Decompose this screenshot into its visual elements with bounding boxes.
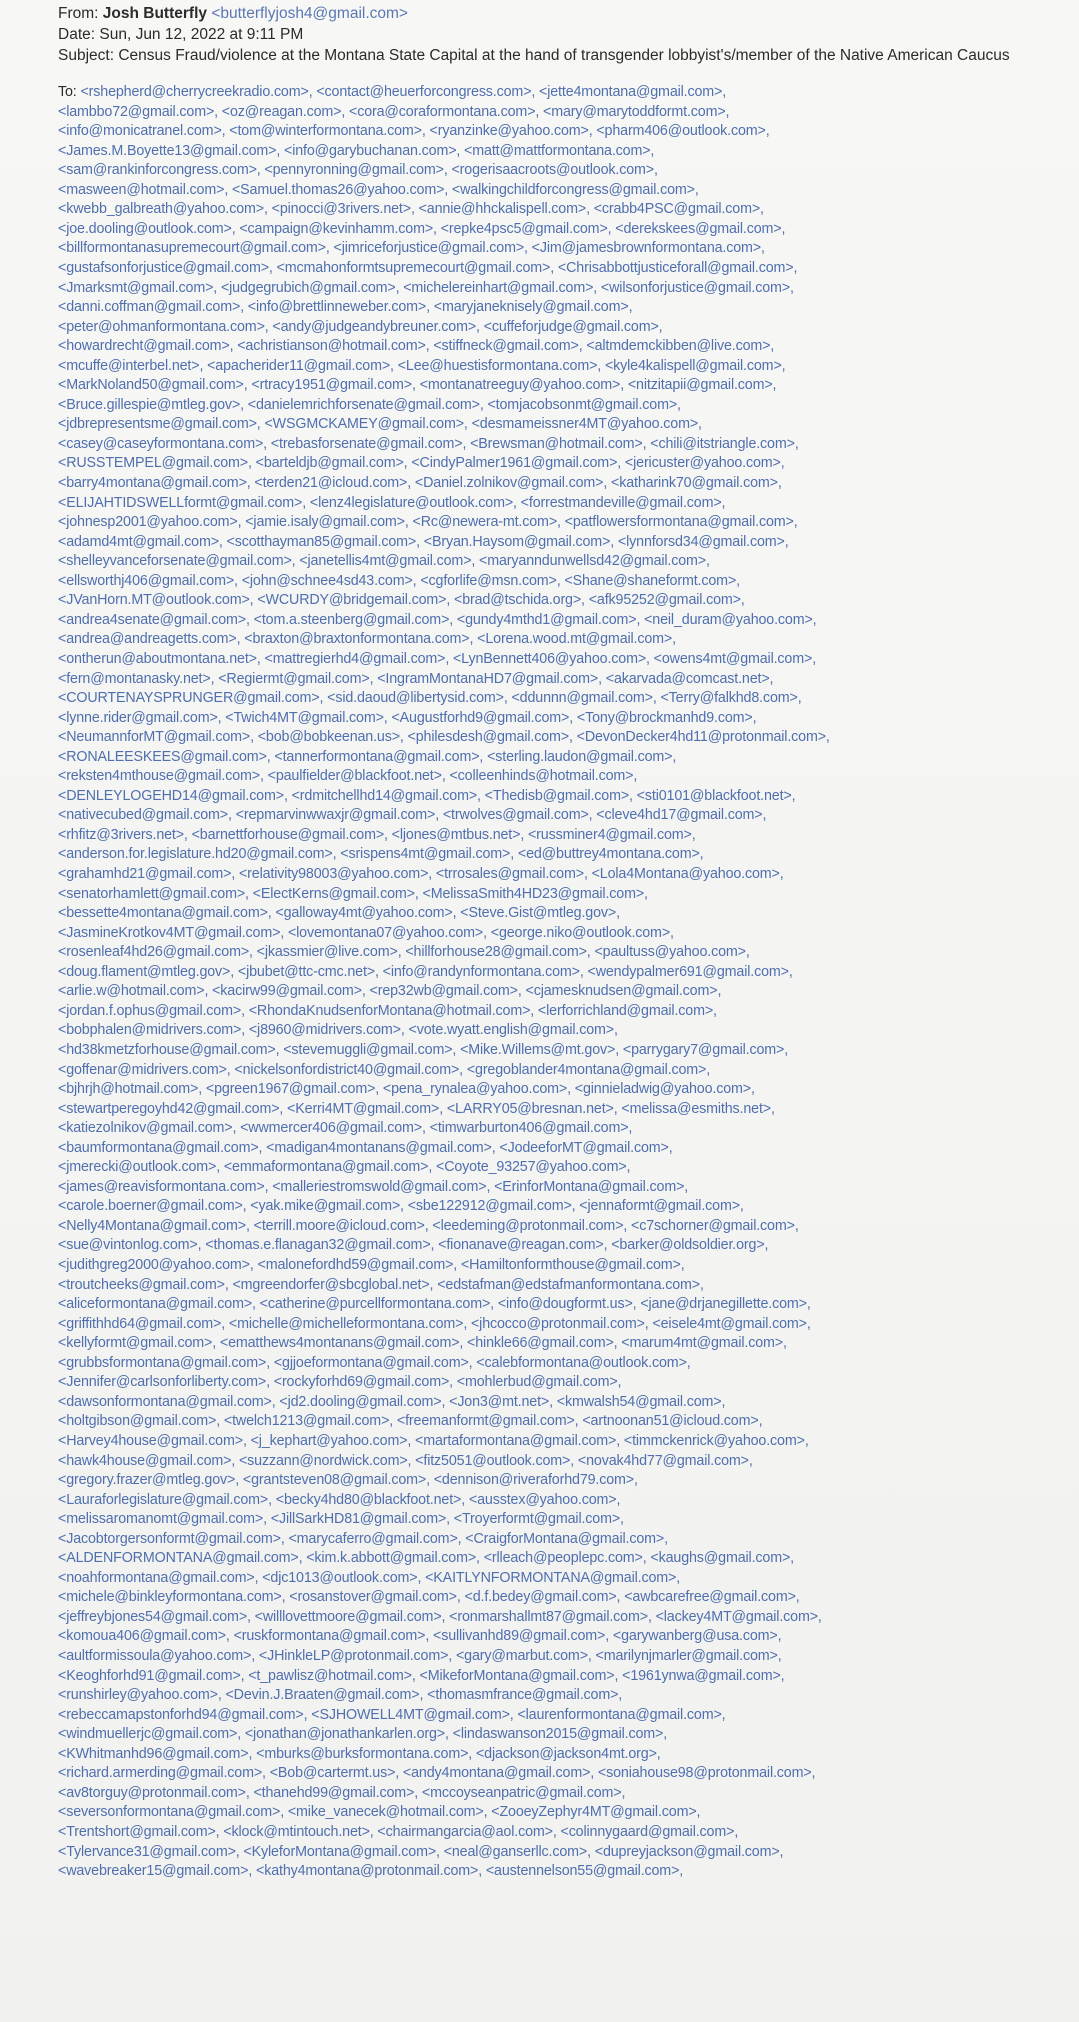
recipient-emails[interactable]: <Tylervance31@gmail.com>, <KyleforMontana@gmail.com>, <neal@ganserllc.com>, <dupreyjackson@gmail.com>,	[58, 1843, 784, 1860]
recipient-line[interactable]	[58, 358, 1073, 374]
recipient-emails[interactable]: <judithgreg2000@yahoo.com>, <malonefordhd59@gmail.com>, <Hamiltonformthouse@gmail.com>,	[58, 1257, 685, 1273]
recipient-line[interactable]	[58, 1472, 1073, 1488]
recipient-line[interactable]	[58, 1257, 1073, 1273]
recipient-line[interactable]	[58, 1159, 1073, 1175]
recipient-emails[interactable]: <shelleyvanceforsenate@gmail.com>, <janetellis4mt@gmail.com>, <maryanndunwellsd42@gmail.com>,	[58, 553, 710, 570]
recipient-emails[interactable]: <ELIJAHTIDSWELLformt@gmail.com>, <lenz4legislature@outlook.com>, <forrestmandeville@gmail.com>,	[58, 494, 726, 511]
recipient-emails[interactable]: <katiezolnikov@gmail.com>, <wwmercer406@gmail.com>, <timwarburton406@gmail.com>,	[58, 1120, 633, 1137]
recipient-emails[interactable]: <ellsworthj406@gmail.com>, <john@schnee4sd43.com>, <cgforlife@msn.com>, <Shane@shaneformt.com>,	[58, 572, 740, 589]
recipient-line[interactable]	[58, 1511, 1073, 1527]
recipient-emails[interactable]: <peter@ohmanformontana.com>, <andy@judgeandybreuner.com>, <cuffeforjudge@gmail.com>,	[58, 318, 663, 335]
recipient-line[interactable]	[58, 1531, 1073, 1547]
recipient-line[interactable]	[58, 1433, 1073, 1449]
recipient-line[interactable]	[58, 1198, 1073, 1214]
recipient-emails[interactable]: <Trentshort@gmail.com>, <klock@mtintouch.net>, <chairmangarcia@aol.com>, <colinnygaard@gmail.com>,	[58, 1823, 739, 1840]
recipient-line[interactable]	[58, 1081, 1073, 1097]
recipient-line[interactable]	[58, 1550, 1073, 1566]
recipient-emails[interactable]: <Jmarksmt@gmail.com>, <judgegrubich@gmail.com>, <michelereinhart@gmail.com>, <wilsonforjustice@gmail.com>,	[58, 279, 794, 296]
recipient-emails[interactable]: <hawk4house@gmail.com>, <suzzann@nordwick.com>, <fitz5051@outlook.com>, <novak4hd77@gmail.com>,	[58, 1452, 753, 1469]
recipient-line[interactable]	[58, 1355, 1073, 1371]
recipient-emails[interactable]: <Harvey4house@gmail.com>, <j_kephart@yahoo.com>, <martaformontana@gmail.com>, <timmckenrick@yahoo.com>,	[58, 1432, 809, 1449]
recipient-line[interactable]	[58, 788, 1073, 804]
sender-email[interactable]: <butterflyjosh4@gmail.com>	[211, 5, 408, 22]
recipient-line[interactable]	[58, 1589, 1073, 1605]
recipient-line[interactable]	[58, 690, 1073, 706]
recipient-emails[interactable]: <aultformissoula@yahoo.com>, <JHinkleLP@protonmail.com>, <gary@marbut.com>, <marilynjmarler@gmail.com>,	[58, 1648, 782, 1664]
recipient-line[interactable]	[58, 964, 1073, 980]
recipient-emails[interactable]: <johnesp2001@yahoo.com>, <jamie.isaly@gmail.com>, <Rc@newera-mt.com>, <patflowersformontana@gmail.com>,	[58, 514, 798, 531]
recipient-line[interactable]	[58, 1707, 1073, 1723]
recipient-line[interactable]	[58, 455, 1073, 471]
recipient-emails[interactable]: <Bruce.gillespie@mtleg.gov>, <danielemrichforsenate@gmail.com>, <tomjacobsonmt@gmail.com>,	[58, 396, 681, 413]
recipient-line[interactable]	[58, 182, 1073, 198]
subject-line	[58, 47, 1063, 64]
to-label: To:	[58, 84, 81, 100]
recipient-line[interactable]	[58, 1296, 1073, 1312]
recipient-emails[interactable]: <windmuellerjc@gmail.com>, <jonathan@jonathankarlen.org>, <lindaswanson2015@gmail.com>,	[58, 1726, 668, 1743]
recipient-line[interactable]	[58, 221, 1073, 237]
recipient-line[interactable]	[58, 1609, 1073, 1625]
recipient-emails[interactable]: <barry4montana@gmail.com>, <terden21@icloud.com>, <Daniel.zolnikov@gmail.com>, <katharink70@gmail.com>,	[58, 475, 782, 491]
recipient-emails[interactable]: <troutcheeks@gmail.com>, <mgreendorfer@sbcglobal.net>, <edstafman@edstafmanformontana.com>,	[58, 1276, 704, 1293]
recipient-line[interactable]	[58, 1218, 1073, 1234]
recipient-emails[interactable]: <ALDENFORMONTANA@gmail.com>, <kim.k.abbott@gmail.com>, <rlleach@peoplepc.com>, <kaughs@gmail.com>,	[58, 1550, 794, 1567]
recipient-emails[interactable]: <rhfitz@3rivers.net>, <barnettforhouse@gmail.com>, <ljones@mtbus.net>, <russminer4@gmail.com>,	[58, 826, 696, 843]
recipient-emails[interactable]: <baumformontana@gmail.com>, <madigan4montanans@gmail.com>, <JodeeforMT@gmail.com>,	[58, 1139, 673, 1156]
recipient-line[interactable]	[58, 866, 1073, 882]
recipient-line[interactable]	[58, 729, 1073, 745]
recipient-emails[interactable]: <jdbrepresentsme@gmail.com>, <WSGMCKAMEY@gmail.com>, <desmameissner4MT@yahoo.com>,	[58, 416, 702, 433]
recipient-line[interactable]	[58, 1374, 1073, 1390]
recipient-emails[interactable]: <DENLEYLOGEHD14@gmail.com>, <rdmitchellhd14@gmail.com>, <Thedisb@gmail.com>, <sti0101@blackfoot.net>,	[58, 787, 796, 804]
recipient-line[interactable]	[58, 338, 1073, 354]
recipient-line[interactable]	[58, 1765, 1073, 1781]
recipient-emails[interactable]: <komoua406@gmail.com>, <ruskformontana@gmail.com>, <sullivanhd89@gmail.com>, <garywanberg@usa.com>,	[58, 1628, 782, 1645]
recipient-emails[interactable]: <andrea@andreagetts.com>, <braxton@braxtonformontana.com>, <Lorena.wood.mt@gmail.com>,	[58, 631, 676, 648]
recipient-line[interactable]	[58, 807, 1073, 823]
recipient-line[interactable]	[58, 1648, 1073, 1664]
recipient-line[interactable]	[58, 1668, 1073, 1684]
recipient-emails[interactable]: <gregory.frazer@mtleg.gov>, <grantsteven08@gmail.com>, <dennison@riveraforhd79.com>,	[58, 1472, 638, 1489]
date-line	[58, 26, 1058, 43]
recipient-emails[interactable]: <grubbsformontana@gmail.com>, <gjjoeformontana@gmail.com>, <calebformontana@outlook.com>,	[58, 1354, 691, 1371]
recipient-line[interactable]	[58, 143, 1073, 159]
recipient-emails[interactable]: <seversonformontana@gmail.com>, <mike_vanecek@hotmail.com>, <ZooeyZephyr4MT@gmail.com>,	[58, 1804, 701, 1821]
from-line	[58, 5, 1058, 22]
recipient-emails[interactable]: <rebeccamapstonforhd94@gmail.com>, <SJHOWELL4MT@gmail.com>, <laurenformontana@gmail.com>,	[58, 1706, 726, 1723]
recipient-line[interactable]	[58, 710, 1073, 726]
recipient-emails[interactable]: <gustafsonforjustice@gmail.com>, <mcmahonformtsupremecourt@gmail.com>, <Chrisabbottjusticeforall@gmail.com>,	[58, 259, 798, 276]
recipient-emails[interactable]: <reksten4mthouse@gmail.com>, <paulfielder@blackfoot.net>, <colleenhinds@hotmail.com>,	[58, 768, 638, 785]
recipient-emails[interactable]: <masween@hotmail.com>, <Samuel.thomas26@yahoo.com>, <walkingchildforcongress@gmail.com>,	[58, 181, 699, 198]
recipient-emails[interactable]: <goffenar@midrivers.com>, <nickelsonfordistrict40@gmail.com>, <gregoblander4montana@gmail.com>,	[58, 1061, 711, 1078]
from-label: From:	[58, 5, 99, 22]
recipient-line[interactable]	[58, 1824, 1073, 1840]
recipient-line[interactable]	[58, 944, 1073, 960]
recipient-emails[interactable]: <jeffreybjones54@gmail.com>, <willlovettmoore@gmail.com>, <ronmarshallmt87@gmail.com>, <lackey4MT@gmail.com>,	[58, 1608, 822, 1625]
recipient-line[interactable]	[58, 671, 1073, 687]
recipient-emails[interactable]: <av8torguy@protonmail.com>, <thanehd99@gmail.com>, <mccoyseanpatric@gmail.com>,	[58, 1784, 626, 1801]
recipient-line[interactable]	[58, 534, 1073, 550]
recipient-line[interactable]	[58, 475, 1073, 491]
recipient-line[interactable]	[58, 514, 1073, 530]
recipient-line[interactable]	[58, 612, 1073, 628]
recipient-emails[interactable]: <grahamhd21@gmail.com>, <relativity98003@yahoo.com>, <trrosales@gmail.com>, <Lola4Montana@yahoo.com>,	[58, 866, 784, 882]
recipient-emails[interactable]: <bobphalen@midrivers.com>, <j8960@midrivers.com>, <vote.wyatt.english@gmail.com>,	[58, 1022, 618, 1039]
recipient-emails[interactable]: <billformontanasupremecourt@gmail.com>, <jimriceforjustice@gmail.com>, <Jim@jamesbrownformontana.com>,	[58, 240, 765, 257]
recipient-line[interactable]	[58, 1785, 1073, 1801]
recipient-line[interactable]	[58, 1237, 1073, 1253]
recipient-emails[interactable]: <james@reavisformontana.com>, <malleriestromswold@gmail.com>, <ErinforMontana@gmail.com>,	[58, 1178, 689, 1195]
recipient-line[interactable]	[58, 1277, 1073, 1293]
recipient-emails[interactable]: <MarkNoland50@gmail.com>, <rtracy1951@gmail.com>, <montanatreeguy@yahoo.com>, <nitzitapii@gmail.com>,	[58, 377, 777, 394]
recipient-line[interactable]	[58, 1453, 1073, 1469]
subject-value: Census Fraud/violence at the Montana State Capital at the hand of transgender lobbyist's/member of the Native American Caucus	[118, 47, 1010, 64]
recipient-line[interactable]	[58, 1022, 1073, 1038]
recipient-emails[interactable]: <kwebb_galbreath@yahoo.com>, <pinocci@3rivers.net>, <annie@hhckalispell.com>, <crabb4PSC@gmail.com>,	[58, 201, 764, 218]
recipient-emails[interactable]: <jmerecki@outlook.com>, <emmaformontana@gmail.com>, <Coyote_93257@yahoo.com>,	[58, 1159, 631, 1176]
recipient-emails[interactable]: <sam@rankinforcongress.com>, <pennyronning@gmail.com>, <rogerisaacroots@outlook.com>,	[58, 162, 658, 179]
recipient-emails[interactable]: <mcuffe@interbel.net>, <apacherider11@gmail.com>, <Lee@huestisformontana.com>, <kyle4kalispell@gmail.com>,	[58, 357, 786, 374]
recipient-line[interactable]	[58, 1844, 1073, 1860]
recipient-line[interactable]	[58, 905, 1073, 921]
recipient-line[interactable]	[58, 280, 1073, 296]
recipient-line[interactable]	[58, 416, 1073, 432]
recipient-emails[interactable]: <howardrecht@gmail.com>, <achristianson@hotmail.com>, <stiffneck@gmail.com>, <altmdemckibben@live.com>,	[58, 338, 775, 355]
recipient-emails[interactable]: <kellyformt@gmail.com>, <ematthews4montanans@gmail.com>, <hinkle66@gmail.com>, <marum4mt@gmail.com>,	[58, 1335, 787, 1352]
recipient-emails[interactable]: <bessette4montana@gmail.com>, <galloway4mt@yahoo.com>, <Steve.Gist@mtleg.gov>,	[58, 905, 620, 922]
recipient-line[interactable]	[58, 319, 1073, 335]
recipient-emails[interactable]: <JVanHorn.MT@outlook.com>, <WCURDY@bridgemail.com>, <brad@tschida.org>, <afk95252@gmail.com>,	[58, 592, 745, 609]
recipient-line[interactable]	[58, 1179, 1073, 1195]
recipient-line[interactable]	[58, 1863, 1073, 1879]
recipient-line[interactable]	[58, 592, 1073, 608]
recipient-emails[interactable]: <nativecubed@gmail.com>, <repmarvinwwaxjr@gmail.com>, <trwolves@gmail.com>, <cleve4hd17@gmail.com>,	[58, 807, 767, 824]
recipient-line[interactable]	[58, 553, 1073, 569]
recipient-emails[interactable]: <wavebreaker15@gmail.com>, <kathy4montana@protonmail.com>, <austennelson55@gmail.com>,	[58, 1863, 684, 1880]
recipient-emails[interactable]: <Jennifer@carlsonforliberty.com>, <rockyforhd69@gmail.com>, <mohlerbud@gmail.com>,	[58, 1374, 622, 1391]
recipient-line[interactable]	[58, 1570, 1073, 1586]
recipient-emails[interactable]: <jordan.f.ophus@gmail.com>, <RhondaKnudsenforMontana@hotmail.com>, <lerforrichland@gmail.com>,	[58, 1002, 717, 1019]
recipient-line[interactable]	[58, 84, 1073, 100]
recipient-line[interactable]	[58, 299, 1073, 315]
recipient-line[interactable]	[58, 377, 1073, 393]
recipient-emails[interactable]: <runshirley@yahoo.com>, <Devin.J.Braaten@gmail.com>, <thomasmfrance@gmail.com>,	[58, 1687, 623, 1704]
recipient-emails[interactable]: <lynne.rider@gmail.com>, <Twich4MT@gmail.com>, <Augustforhd9@gmail.com>, <Tony@brockmanhd9.com>,	[58, 709, 757, 726]
subject-label: Subject:	[58, 47, 115, 64]
date-value: Sun, Jun 12, 2022 at 9:11 PM	[99, 26, 304, 43]
recipient-emails[interactable]: <carole.boerner@gmail.com>, <yak.mike@gmail.com>, <sbe122912@gmail.com>, <jennaformt@gmail.com>,	[58, 1198, 744, 1215]
recipient-line[interactable]	[58, 1746, 1073, 1762]
recipient-emails[interactable]: <michele@binkleyformontana.com>, <rosanstover@gmail.com>, <d.f.bedey@gmail.com>, <awbcarefree@gmail.com>,	[58, 1589, 800, 1606]
recipient-line[interactable]	[58, 436, 1073, 452]
recipient-emails[interactable]: <info@monicatranel.com>, <tom@winterformontana.com>, <ryanzinke@yahoo.com>, <pharm406@outlook.com>,	[58, 123, 770, 140]
recipient-line[interactable]	[58, 201, 1073, 217]
recipient-line[interactable]	[58, 1492, 1073, 1508]
recipient-line[interactable]	[58, 240, 1073, 256]
recipient-line[interactable]	[58, 651, 1073, 667]
recipient-emails[interactable]: <Keoghforhd91@gmail.com>, <t_pawlisz@hotmail.com>, <MikeforMontana@gmail.com>, <1961ynwa@gmail.com>,	[58, 1667, 785, 1684]
recipient-emails[interactable]: <JasmineKrotkov4MT@gmail.com>, <lovemontana07@yahoo.com>, <george.niko@outlook.com>,	[58, 924, 674, 941]
recipient-emails[interactable]: <adamd4mt@gmail.com>, <scotthayman85@gmail.com>, <Bryan.Haysom@gmail.com>, <lynnforsd34@gmail.com>,	[58, 533, 789, 550]
recipient-line[interactable]	[58, 749, 1073, 765]
recipient-line[interactable]	[58, 1628, 1073, 1644]
recipient-emails[interactable]: <richard.armerding@gmail.com>, <Bob@cartermt.us>, <andy4montana@gmail.com>, <soniahouse98@protonmail.com>,	[58, 1765, 816, 1782]
recipient-line[interactable]	[58, 162, 1073, 178]
recipient-emails[interactable]: <joe.dooling@outlook.com>, <campaign@kevinhamm.com>, <repke4psc5@gmail.com>, <derekskees@gmail.com>,	[58, 220, 786, 237]
recipient-line[interactable]	[58, 1726, 1073, 1742]
recipient-emails[interactable]: <sue@vintonlog.com>, <thomas.e.flanagan32@gmail.com>, <fionanave@reagan.com>, <barker@oldsoldier.org>,	[58, 1237, 769, 1254]
recipient-line[interactable]	[58, 104, 1073, 120]
recipient-emails[interactable]: <dawsonformontana@gmail.com>, <jd2.dooling@gmail.com>, <Jon3@mt.net>, <kmwalsh54@gmail.com>,	[58, 1393, 726, 1410]
recipient-line[interactable]	[58, 1120, 1073, 1136]
recipient-line[interactable]	[58, 495, 1073, 511]
sender-name: Josh Butterfly	[102, 5, 207, 22]
recipient-line[interactable]	[58, 1062, 1073, 1078]
recipient-emails[interactable]: <James.M.Boyette13@gmail.com>, <info@garybuchanan.com>, <matt@mattformontana.com>,	[58, 142, 655, 159]
recipient-line[interactable]	[58, 827, 1073, 843]
date-label: Date:	[58, 26, 96, 43]
recipient-emails[interactable]: <fern@montanasky.net>, <Regiermt@gmail.com>, <IngramMontanaHD7@gmail.com>, <akarvada@comcast.net>,	[58, 670, 774, 687]
recipient-emails[interactable]: <lambbo72@gmail.com>, <oz@reagan.com>, <cora@coraformontana.com>, <mary@marytoddformt.com>,	[58, 103, 730, 120]
recipient-emails[interactable]: <NeumannforMT@gmail.com>, <bob@bobkeenan.us>, <philesdesh@gmail.com>, <DevonDecker4hd11@protonmail.com>,	[58, 729, 830, 746]
recipient-emails[interactable]: <griffithhd64@gmail.com>, <michelle@michelleformontana.com>, <jhcocco@protonmail.com>, <eisele4mt@gmail.com>,	[58, 1315, 811, 1332]
recipient-emails[interactable]: <hd38kmetzforhouse@gmail.com>, <stevemuggli@gmail.com>, <Mike.Willems@mt.gov>, <parrygary7@gmail.com>,	[58, 1041, 789, 1058]
recipient-emails[interactable]: <arlie.w@hotmail.com>, <kacirw99@gmail.com>, <rep32wb@gmail.com>, <cjamesknudsen@gmail.com>,	[58, 983, 722, 1000]
recipient-emails[interactable]: <Jacobtorgersonformt@gmail.com>, <marycaferro@gmail.com>, <CraigforMontana@gmail.com>,	[58, 1530, 668, 1547]
recipient-line[interactable]	[58, 925, 1073, 941]
recipient-emails[interactable]: <casey@caseyformontana.com>, <trebasforsenate@gmail.com>, <Brewsman@hotmail.com>, <chili@itstriangle.com>,	[58, 435, 799, 452]
recipient-emails[interactable]: <aliceformontana@gmail.com>, <catherine@purcellformontana.com>, <info@dougformt.us>, <jane@drjanegillette.com>,	[58, 1296, 811, 1313]
recipient-emails[interactable]: <bjhrjh@hotmail.com>, <pgreen1967@gmail.com>, <pena_rynalea@yahoo.com>, <ginnieladwig@yahoo.com>,	[58, 1081, 755, 1098]
recipient-line[interactable]	[58, 123, 1073, 139]
recipient-emails[interactable]: <holtgibson@gmail.com>, <twelch1213@gmail.com>, <freemanformt@gmail.com>, <artnoonan51@icloud.com>,	[58, 1413, 763, 1430]
recipient-emails[interactable]: <RUSSTEMPEL@gmail.com>, <barteldjb@gmail.com>, <CindyPalmer1961@gmail.com>, <jericuster@yahoo.com>,	[58, 455, 785, 472]
recipient-emails[interactable]: <Lauraforlegislature@gmail.com>, <becky4hd80@blackfoot.net>, <ausstex@yahoo.com>,	[58, 1491, 621, 1508]
recipient-line[interactable]	[58, 1101, 1073, 1117]
recipient-line[interactable]	[58, 1140, 1073, 1156]
recipient-line[interactable]	[58, 1003, 1073, 1019]
recipient-emails[interactable]: <rshepherd@cherrycreekradio.com>, <contact@heuerforcongress.com>, <jette4montana@gmail.com>,	[80, 84, 727, 100]
recipient-line[interactable]	[58, 260, 1073, 276]
recipient-emails[interactable]: <stewartperegoyhd42@gmail.com>, <Kerri4MT@gmail.com>, <LARRY05@bresnan.net>, <melissa@esmiths.net>,	[58, 1100, 775, 1117]
recipient-emails[interactable]: <doug.flament@mtleg.gov>, <jbubet@ttc-cmc.net>, <info@randynformontana.com>, <wendypalmer691@gmail.com>,	[58, 963, 793, 980]
recipient-line[interactable]	[58, 1394, 1073, 1410]
recipient-emails[interactable]: <danni.coffman@gmail.com>, <info@brettlinneweber.com>, <maryjaneknisely@gmail.com>,	[58, 299, 633, 316]
recipient-line[interactable]	[58, 573, 1073, 589]
recipient-emails[interactable]: <melissaromanomt@gmail.com>, <JillSarkHD81@gmail.com>, <Troyerformt@gmail.com>,	[58, 1511, 624, 1528]
recipient-line[interactable]	[58, 1687, 1073, 1703]
recipient-emails[interactable]: <ontherun@aboutmontana.net>, <mattregierhd4@gmail.com>, <LynBennett406@yahoo.com>, <owens4mt@gmail.com>,	[58, 650, 817, 667]
recipient-emails[interactable]: <KWhitmanhd96@gmail.com>, <mburks@burksformontana.com>, <djackson@jackson4mt.org>,	[58, 1745, 661, 1762]
recipient-line[interactable]	[58, 886, 1073, 902]
recipient-line[interactable]	[58, 983, 1073, 999]
recipient-emails[interactable]: <Nelly4Montana@gmail.com>, <terrill.moore@icloud.com>, <leedeming@protonmail.com>, <c7schorner@gmail.com>,	[58, 1217, 799, 1234]
recipient-line[interactable]	[58, 397, 1073, 413]
recipient-line[interactable]	[58, 631, 1073, 647]
recipient-emails[interactable]: <COURTENAYSPRUNGER@gmail.com>, <sid.daoud@libertysid.com>, <ddunnn@gmail.com>, <Terry@falkhd8.com>,	[58, 690, 802, 707]
recipient-line[interactable]	[58, 1316, 1073, 1332]
recipient-line[interactable]	[58, 768, 1073, 784]
recipient-emails[interactable]: <noahformontana@gmail.com>, <djc1013@outlook.com>, <KAITLYNFORMONTANA@gmail.com>,	[58, 1569, 681, 1586]
recipient-emails[interactable]: <RONALEESKEES@gmail.com>, <tannerformontana@gmail.com>, <sterling.laudon@gmail.com>,	[58, 748, 677, 765]
recipient-emails[interactable]: <rosenleaf4hd26@gmail.com>, <jkassmier@live.com>, <hillforhouse28@gmail.com>, <paultuss@yahoo.com>,	[58, 944, 750, 961]
recipient-emails[interactable]: <anderson.for.legislature.hd20@gmail.com>, <srispens4mt@gmail.com>, <ed@buttrey4montana.com>,	[58, 846, 704, 863]
recipient-line[interactable]	[58, 1413, 1073, 1429]
recipient-emails[interactable]: <andrea4senate@gmail.com>, <tom.a.steenberg@gmail.com>, <gundy4mthd1@gmail.com>, <neil_duram@yahoo.com>,	[58, 611, 817, 628]
recipient-line[interactable]	[58, 846, 1073, 862]
recipient-line[interactable]	[58, 1042, 1073, 1058]
recipient-line[interactable]	[58, 1335, 1073, 1351]
recipient-emails[interactable]: <senatorhamlett@gmail.com>, <ElectKerns@gmail.com>, <MelissaSmith4HD23@gmail.com>,	[58, 885, 648, 902]
recipient-line[interactable]	[58, 1804, 1073, 1820]
